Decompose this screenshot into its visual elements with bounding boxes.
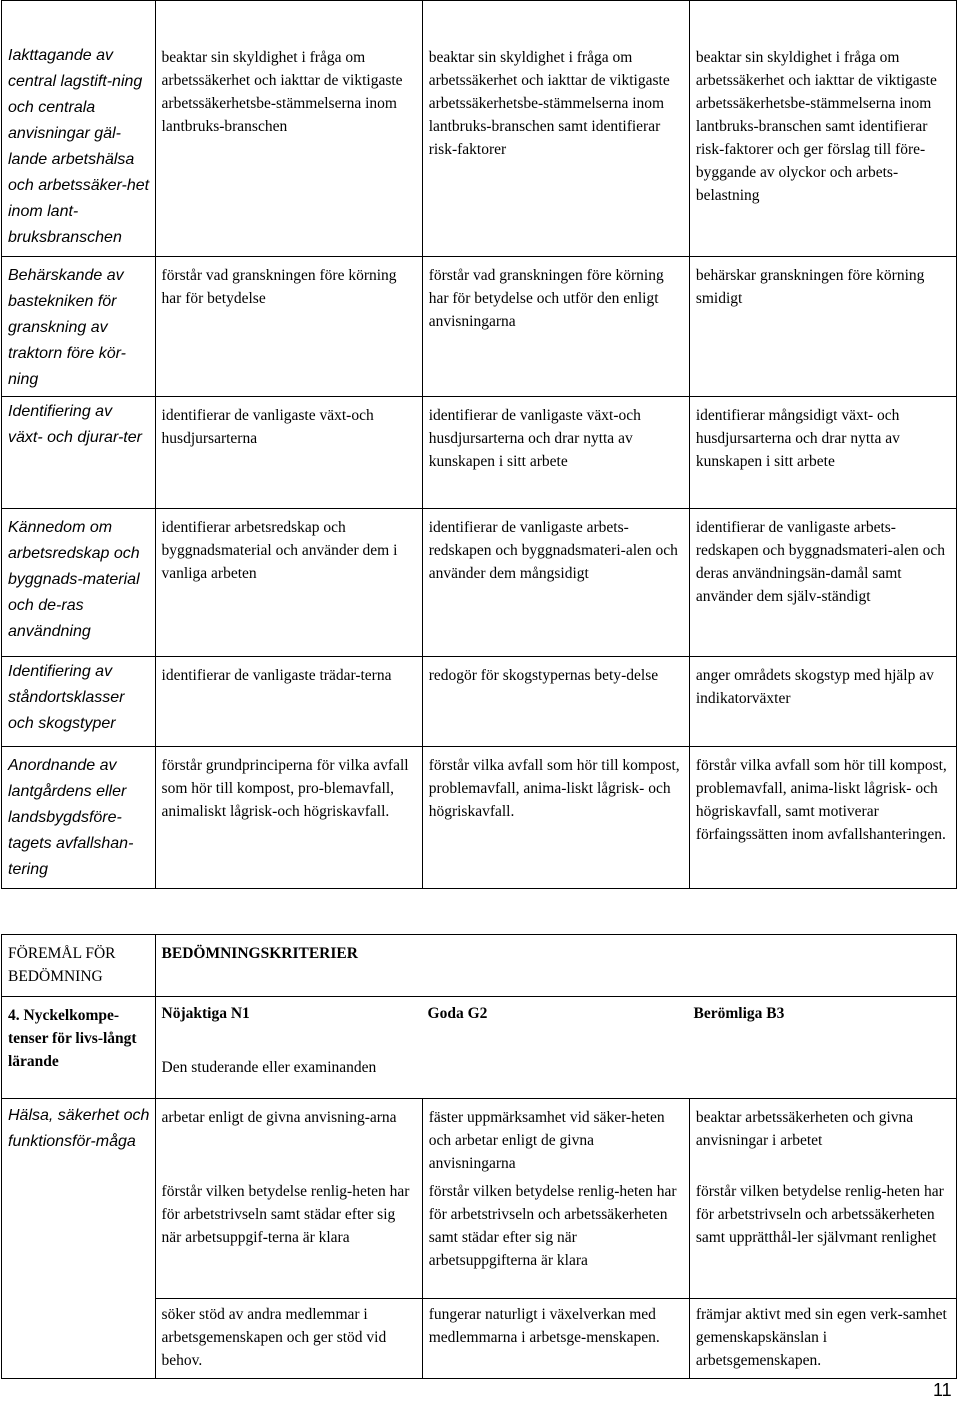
grade-g2-label: Goda G2	[427, 1005, 488, 1022]
criteria-n1: identifierar de vanligaste växt-och husdjursarterna	[155, 397, 422, 509]
criteria-b3	[689, 1099, 956, 1299]
assessment-target: Identifiering av ståndortsklasser och skogstyper	[2, 657, 156, 747]
criteria-n1: förstår grundprinciperna för vilka avfall som hör till kompost, pro-blemavfall, animaliskt lågrisk-och högriskavfall.	[155, 747, 422, 889]
criteria-g2	[422, 1099, 689, 1299]
assessment-target: Iakttagande av central lagstift-ning och centrala anvisningar gäl-lande arbetshälsa och arbetssäker-het inom lant-bruksbranschen	[2, 1, 156, 257]
assessment-target: Identifiering av växt- och djurar-ter	[2, 397, 156, 509]
criteria-b3-part2: förstår vilken betydelse renlig-heten har för arbetstrivseln och arbetssäkerheten samt upprätthål-ler självmant renlighet	[695, 1183, 944, 1246]
grades-cell	[155, 997, 956, 1099]
criteria-n1-part1: arbetar enligt de givna anvisning-arna	[161, 1109, 397, 1126]
criteria-n1-part2: förstår vilken betydelse renlig-heten har för arbetstrivseln samt städar efter sig när arbetsuppgif-terna är klara	[161, 1183, 410, 1246]
criteria-g2: identifierar de vanligaste arbets-redskapen och byggnadsmateri-alen och använder dem mångsidigt	[422, 509, 689, 657]
criteria-n1: förstår vad granskningen före körning har för betydelse	[155, 257, 422, 397]
table-row	[2, 1099, 957, 1299]
assessment-target: Kännedom om arbetsredskap och byggnads-material och de-ras användning	[2, 509, 156, 657]
criteria-n1: identifierar arbetsredskap och byggnadsmaterial och använder dem i vanliga arbeten	[155, 509, 422, 657]
table-row	[2, 747, 957, 889]
page-number: 11	[933, 1380, 952, 1400]
criteria-b3-part1: beaktar arbetssäkerheten och givna anvisningar i arbetet	[695, 1109, 914, 1149]
grade-row	[2, 997, 957, 1099]
assessment-target-header: FÖREMÅL FÖR BEDÖMNING	[2, 935, 156, 997]
assessment-target: Behärskande av bastekniken för granskning av traktorn före kör-ning	[2, 257, 156, 397]
criteria-table-continued	[1, 0, 957, 889]
table-row	[2, 257, 957, 397]
table-row	[2, 397, 957, 509]
criteria-g2: redogör för skogstypernas bety-delse	[422, 657, 689, 747]
criteria-g2: förstår vad granskningen före körning har för betydelse och utför den enligt anvisningarna	[422, 257, 689, 397]
assessment-target: Hälsa, säkerhet och funktionsför-måga	[2, 1099, 156, 1379]
criteria-g2-part1: fäster uppmärksamhet vid säker-heten och arbetar enligt de givna anvisningarna	[428, 1109, 665, 1172]
assessment-criteria-header: BEDÖMNINGSKRITERIER	[155, 935, 956, 997]
table-row	[2, 1, 957, 257]
table-row	[2, 657, 957, 747]
criteria-g2: fungerar naturligt i växelverkan med medlemmarna i arbetsge-menskapen.	[422, 1299, 689, 1379]
criteria-b3: identifierar mångsidigt växt- och husdjursarterna och drar nytta av kunskapen i sitt arbete	[689, 397, 956, 509]
criteria-g2: förstår vilka avfall som hör till kompost, problemavfall, anima-liskt lågrisk- och högriskavfall.	[422, 747, 689, 889]
criteria-n1	[155, 1099, 422, 1299]
criteria-g2: beaktar sin skyldighet i fråga om arbetssäkerhet och iakttar de viktigaste arbetssäkerhetsbe-stämmelserna inom lantbruks-branschen samt identifierar risk-faktorer	[422, 1, 689, 257]
grade-n1-label: Nöjaktiga N1	[161, 1005, 250, 1022]
table-header-row	[2, 935, 957, 997]
criteria-n1: söker stöd av andra medlemmar i arbetsgemenskapen och ger stöd vid behov.	[155, 1299, 422, 1379]
criteria-n1: identifierar de vanligaste trädar-terna	[155, 657, 422, 747]
key-competence-title: 4. Nyckelkompe-tenser för livs-långt lärande	[2, 997, 156, 1099]
criteria-b3: förstår vilka avfall som hör till kompost, problemavfall, anima-liskt lågrisk- och högriskavfall, samt motiverar förfaingssätten inom avfallshanteringen.	[689, 747, 956, 889]
criteria-g2-part2: förstår vilken betydelse renlig-heten har för arbetstrivseln och arbetssäkerheten samt städar efter sig när arbetsuppgifterna är klara	[428, 1183, 677, 1269]
assessment-target: Anordnande av lantgårdens eller landsbygdsföre-tagets avfallshan-tering	[2, 747, 156, 889]
criteria-b3: främjar aktivt med sin egen verk-samhet gemenskapskänslan i arbetsgemenskapen.	[689, 1299, 956, 1379]
criteria-b3: anger områdets skogstyp med hjälp av indikatorväxter	[689, 657, 956, 747]
grade-b3-label: Berömliga B3	[693, 1005, 785, 1022]
criteria-g2: identifierar de vanligaste växt-och husdjursarterna och drar nytta av kunskapen i sitt arbete	[422, 397, 689, 509]
criteria-table-key-competences	[1, 934, 957, 1379]
criteria-n1: beaktar sin skyldighet i fråga om arbetssäkerhet och iakttar de viktigaste arbetssäkerhetsbe-stämmelserna inom lantbruks-branschen	[155, 1, 422, 257]
criteria-b3: identifierar de vanligaste arbets-redskapen och byggnadsmateri-alen och deras användningsän-damål samt använder dem själv-ständigt	[689, 509, 956, 657]
subject-line: Den studerande eller examinanden	[161, 1059, 377, 1076]
criteria-b3: beaktar sin skyldighet i fråga om arbetssäkerhet och iakttar de viktigaste arbetssäkerhetsbe-stämmelserna inom lantbruks-branschen samt identifierar risk-faktorer och ger förslag till före-byggande av olyckor och arbets-belastning	[689, 1, 956, 257]
table-row	[2, 509, 957, 657]
grade-labels	[162, 1002, 950, 1025]
criteria-b3: behärskar granskningen före körning smidigt	[689, 257, 956, 397]
